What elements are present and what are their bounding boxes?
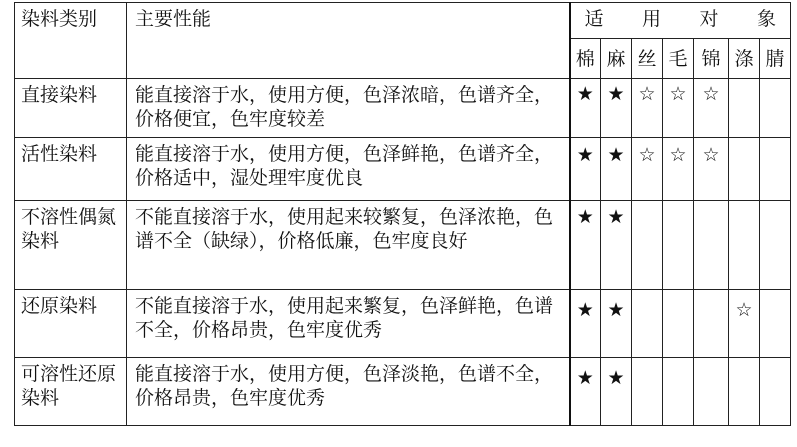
mark-symbol: ★ (607, 298, 625, 321)
dye-type: 可溶性还原染料 (15, 358, 127, 426)
mark-symbol: ☆ (638, 83, 656, 105)
mark-symbol: ★ (607, 366, 625, 389)
mark-symbol: ★ (576, 206, 594, 228)
mark-symbol: ☆ (638, 144, 656, 166)
mark-cell (729, 79, 760, 138)
dye-description: 不能直接溶于水，使用起来较繁复，色泽浓艳，色谱不全（缺绿），价格低廉，色牢度良好 (127, 201, 570, 290)
header-main-properties: 主要性能 (127, 3, 570, 79)
mark-symbol: ★ (607, 83, 625, 105)
dye-description: 能直接溶于水，使用方便，色泽淡艳，色谱不全，价格昂贵，色牢度优秀 (127, 358, 570, 426)
mark-cell (760, 358, 791, 426)
mark-cell (570, 290, 601, 358)
mark-cell (632, 79, 663, 138)
header-usage-char: 对 (699, 8, 719, 30)
mark-cell (601, 290, 632, 358)
mark-cell (663, 138, 694, 201)
mark-cell (760, 201, 791, 290)
mark-cell (570, 138, 601, 201)
header-fabric-wool: 毛 (663, 39, 694, 79)
mark-cell (570, 358, 601, 426)
mark-symbol: ★ (576, 144, 594, 166)
header-fabric-nylon: 锦 (694, 39, 729, 79)
mark-symbol: ☆ (669, 144, 687, 166)
mark-symbol: ★ (576, 83, 594, 105)
header-usage-char: 象 (757, 8, 777, 30)
mark-cell (663, 358, 694, 426)
header-fabric-linen: 麻 (601, 39, 632, 79)
mark-cell (601, 201, 632, 290)
mark-cell (694, 138, 729, 201)
header-application-targets (570, 3, 791, 39)
dye-description: 能直接溶于水，使用方便，色泽浓暗，色谱齐全，价格便宜，色牢度较差 (127, 79, 570, 138)
mark-symbol: ☆ (669, 83, 687, 105)
mark-cell (632, 290, 663, 358)
table-row (15, 138, 791, 201)
mark-cell (694, 290, 729, 358)
mark-cell (694, 79, 729, 138)
mark-symbol: ★ (576, 298, 594, 321)
table-row (15, 290, 791, 358)
dye-table (14, 2, 791, 426)
mark-cell (760, 138, 791, 201)
header-usage-char: 适 (584, 8, 604, 30)
table-row (15, 358, 791, 426)
mark-cell (729, 138, 760, 201)
mark-cell (694, 201, 729, 290)
mark-cell (601, 138, 632, 201)
mark-cell (729, 290, 760, 358)
dye-type: 直接染料 (15, 79, 127, 138)
mark-cell (760, 290, 791, 358)
header-fabric-silk: 丝 (632, 39, 663, 79)
mark-cell (729, 358, 760, 426)
mark-cell (632, 201, 663, 290)
dye-type: 还原染料 (15, 290, 127, 358)
table-row (15, 79, 791, 138)
mark-cell (663, 79, 694, 138)
mark-cell (570, 201, 601, 290)
mark-cell (663, 290, 694, 358)
mark-cell (570, 79, 601, 138)
mark-cell (632, 358, 663, 426)
mark-cell (729, 201, 760, 290)
header-fabric-polyester: 涤 (729, 39, 760, 79)
mark-symbol: ★ (576, 366, 594, 389)
dye-description: 不能直接溶于水，使用起来繁复，色泽鲜艳，色谱不全，价格昂贵，色牢度优秀 (127, 290, 570, 358)
dye-type: 不溶性偶氮染料 (15, 201, 127, 290)
mark-cell (760, 79, 791, 138)
mark-cell (632, 138, 663, 201)
table-row (15, 201, 791, 290)
mark-cell (663, 201, 694, 290)
header-fabric-cotton: 棉 (570, 39, 601, 79)
header-fabric-acrylic: 腈 (760, 39, 791, 79)
mark-cell (601, 79, 632, 138)
header-dye-type: 染料类别 (15, 3, 127, 79)
mark-symbol: ☆ (702, 83, 720, 105)
mark-symbol: ☆ (702, 144, 720, 166)
mark-symbol: ★ (607, 144, 625, 166)
mark-cell (694, 358, 729, 426)
header-usage-char: 用 (642, 8, 662, 30)
mark-symbol: ★ (607, 206, 625, 228)
mark-symbol: ☆ (735, 298, 753, 321)
dye-type: 活性染料 (15, 138, 127, 201)
dye-description: 能直接溶于水，使用方便，色泽鲜艳，色谱齐全，价格适中，湿处理牢度优良 (127, 138, 570, 201)
mark-cell (601, 358, 632, 426)
